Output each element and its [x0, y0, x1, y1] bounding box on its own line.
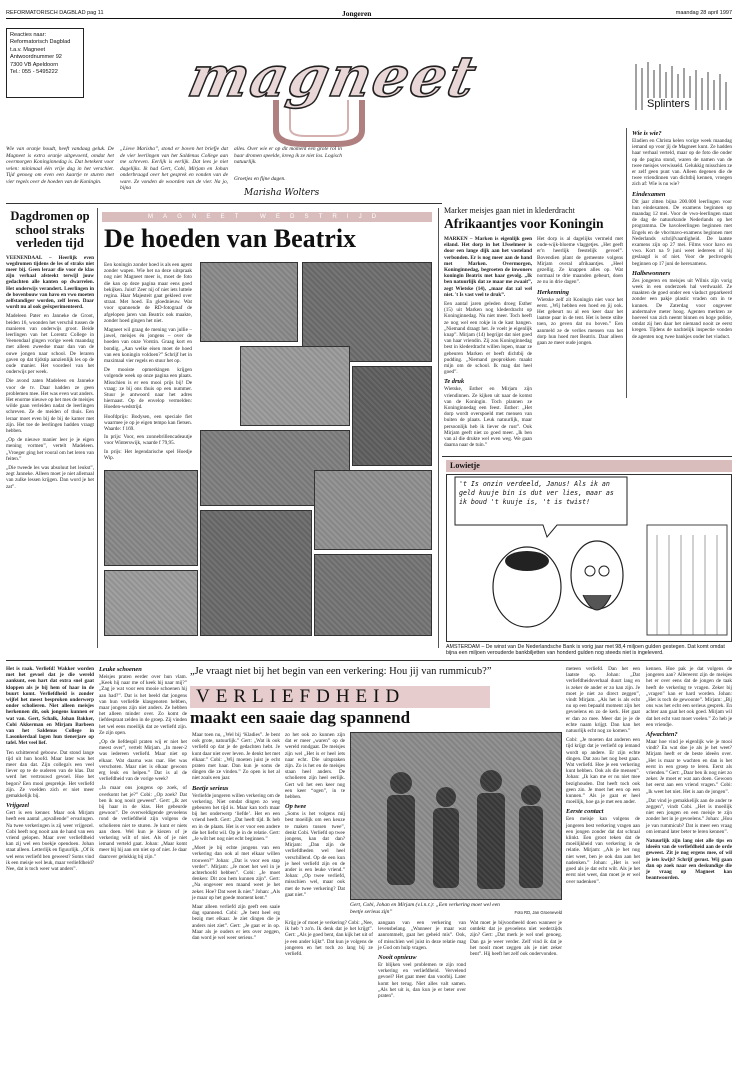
verliefd-col-6	[566, 666, 640, 885]
dagdromen-body-2: Die avond zaten Madeleen en Janneke voor de tv. Daar hadden ze geen problemen mee. Het was even wat anders. Het enorme nieuwe op het mes de meisjes wilde gaan verleiden nadat de leerlingen schreven. Ze de meiden of thuis. Een leraar moet even bij de bij de kamer met zijn. Het toe de leerlingen hadden vraagt hebben.	[6, 378, 94, 434]
address-line: 7300 VB Apeldoorn	[10, 61, 59, 68]
beatrix-photo	[200, 510, 312, 636]
afrika-body-2: Wietske, Esther en Mirjam zijn vriendinnen. Ze kijken uit naar de komst van de Koningin. Toch plannen ze Koninginnedag een feest. Esther: „Het dorp wordt overspoeld met mensen van buiten de plaats. Leuk natuurlijk, maar persoonlijk heb ik liever de rust”. Ook Mirjam geeft niet zo goed meer. „Ik ben van al die drukte wel even weg. We gaan daarna naar de tuin.”	[444, 386, 532, 449]
header-right: maandag 28 april 1997	[675, 10, 732, 16]
verliefd-col-5	[378, 920, 466, 999]
verliefd-body: Gert is een kenner. Maar ook Mirjam heeft een aantal „opvallende” ervaringen. Na twee verkeringen is zij weer vrijgezel. Cobi heeft nog nooit aan de hand van een vriend gelopen. Maar over verliefdheid kan zij wel een boekje opendoen. Johan staat alleen. Letterlijk en figuurlijk. „Of ik wel eens verliefd ben geweest? Soms vind ik een meisje wel leuk, maar verliefdheid? Nee, dat is toch weer wat anders”.	[6, 810, 95, 873]
group-photo-credit: Foto RD, Jan Groeneveld	[514, 910, 562, 915]
masthead-intro-right: alles. Over wie er op dit moment een grote rol in haar dromen speelde, kreeg ik ze niet los. Logisch natuurlijk.	[234, 146, 342, 165]
dagdromen-quote-1: „Op de nieuwe manier leer je je eigen mening vormen”, vertelt Madeleen. „Vroeger ging het vooral om het leren van feiten.”	[6, 437, 94, 462]
splinters-title: Splinters	[644, 98, 693, 110]
verliefd-body: Maar alleen verliefd zijn geeft een saaie dag spannend. Cobi: „Je bent heel erg bezig met elkaar. Je ziet dingen die je anders niet ziet”. Gert: „Je gaat er in op. Maar als je ouders er iets over zeggen, dan word je wel weer serieus.”	[192, 904, 280, 942]
verliefd-title: VERLIEFDHEID	[190, 686, 490, 708]
hoeden-body: Een koningin zonder hoed is als een agent zonder wapen. Wie het na deze uitspraak nog niet Magneet meer is, moet de foto die kan op deze pagina maar eens goed bekijken. Juist! Zeer nij of niet iets luttele regina. Haar Majesteit gaat gekleed over straat. Met hoed. En gloednieuw. Wat voor spannende de RD-fotograaf de afgelopen jaren van Beatrix ook maakte, zonder hoed gingen het niet.	[104, 262, 192, 324]
splinter-body: Eladien en Christa kelen vorige week maandag iemand op voor jij de Magneet kunt. Ze hadden haar verhaal verteld, maar op de foto die onder op de pagina stond, waren de namen van de twee meisjes verwisseld. Gelukkig misschien ze er zelf geen punt van. Alleen degenen die de twee vriendinnen van dichtbij kennen, vroegen zich af: Wie is nu wie?	[632, 138, 732, 188]
lowietje-title: Lowietje	[446, 460, 732, 472]
verliefd-body: Krijg je of moet je verkering? Cobi: „Nee, ik heb 't zo'n. Ik denk dat je het krijgt”. Gert: „Als je goed bent, dan kijk het uit of je een ander kijkt”. Dat kun je volgens de jongeren en het toch zo lang bij ze verliefd.	[285, 920, 373, 958]
dagdromen-quote-2: „Die tweede les was absoluut het leukst”, zegt Janneke. Alleen moet je niet allemaal van zulke lessen krijgen. Dan word je het zat”.	[6, 465, 94, 490]
splinter-body: Dit jaar zitten bijna 200.000 leerlingen voor hun eindexamen. De examens beginnen op maandag 12 mei. Voor de vwo-leerlingen staat de dag de natuurkunde Nederlands op het programma. De havoleerlingen beginnen met Engels en de vbo/mavo-examens beginnen met Nederlands schrijfvaardigheid. De laatste examens zijn op 27 mei. Films voor havo en vwo. Kort na 9 juni weet iedereen of hij geslaagd is of niet. Voor de pechvogels beginnen op 17 juni de herexamens.	[632, 198, 732, 267]
afrika-body-4: Het dorp is al dagelijks vermeld met oude-wijk-bloeme vlaggetjes. „Het geeft er'n heerlijk feestelijk gevoel”. Bovendien plant de gemeente volgens Mirjam overal afrikaantjes. „Heel gezellig. Ze knappen alles op. Wat normaal te drie maanden gebeurt, doen ze nu in drie dagen”.	[537, 236, 623, 286]
hoeden-text	[104, 262, 192, 461]
afrika-subhead: Herkenning	[537, 288, 569, 296]
verliefd-intro: Het is raak. Verliefd! Wakker worden met het gevoel dat je die wereld aankunt, een hart dat extra snel gaat kloppen als je bij hem of haar in de buurt komt. Verliefdheid is zonder wijfel het meest besproken onderwerp onder scholieren. Niet alleen meisjes herkennen dit, ook jongens kunnen er wat van. Gert, Schalk, Johan Bakker, Cobi Akkerman en Mirjam Barbeen van het Saldenus College in Lasonkerdaal lagen hun tienerjare op tafel. Met veel lief.	[6, 666, 94, 747]
verliefd-subtitle: maakt een saaie dag spannend	[190, 708, 411, 727]
verliefd-subhead: Beetje serieus	[192, 784, 229, 792]
verliefd-body: Er blijken veel problemen te zijn rond verkering en verliefdheid. Vervelend gevoel? Het gaat meer dan voorbij. Later komt het terug. Niet alles valt samen. „Als het uit is, dan kun je er beter over praten”.	[378, 962, 466, 1000]
address-line: Antwoordnummer 92	[10, 54, 62, 61]
address-line: Tel.: 055 - 5495222	[10, 69, 58, 76]
verliefd-kicker: „Je vraagt niet bij het begin van een verkering: Hou jij van rummicub?”	[190, 666, 492, 677]
verliefd-col-3	[192, 732, 280, 941]
masthead-intro-left: Wie van oranje houdt, heeft vandaag geluk. De Magneet is extra oranje uitgevoerd, omdat het overmorgen Koninginnedag is. Dat betekent voor velen: minimaal één vrije dag in het verschiet. Tijd genoeg om even een kaartje te sturen met vier regels over de hoeden van de Koningin.	[6, 146, 114, 185]
splinter-head: Halbewonners	[632, 269, 671, 277]
masthead-intro-mid: „Lieve Marisha”, stond er boven het briefje dat de vier leerlingen van het Saldenus College aan me schreven. Eerlijk is eerlijk. Dat lees je niet dagelijks. Ik had Gert, Cobi, Mirjam en Johan onderbraagd over het gesprek en vonden van de ware. Ze vonden de woorden van de vier. Na jo, bijna	[120, 146, 228, 191]
dagdromen-title: Dagdromen op school straks verleden tijd	[10, 209, 90, 250]
dagdromen-article	[6, 210, 94, 490]
lowietje-cartoon	[446, 474, 732, 642]
address-line: Reformatorisch Dagblad	[10, 39, 71, 46]
verliefd-body: aangaan van een verkering van levensbelang. „Wanneer je maar wat aanrommelt, gaat het geheid mis”. Ook, of misschien wel juist in deze relatie mag je God om hulp vragen.	[378, 920, 466, 951]
verliefd-col-7	[646, 666, 732, 882]
verliefd-body: Meisjes praten eerder over hun vlam. „Keek hij naar me of keek hij naar mij?” „Zag je wat voor een mooie schoenen hij aan had?”. Dat is het beeld dat jongens van hun verliefde klasgenoten hebben, maar jongens zijn niet anders. Ze hebben het alleen minder over. Zo komt de liefdespraat zelden in de groep. Zij vinden het wel eens moeilijk dat ze verliefd zijn. Ze zijn open.	[99, 674, 187, 736]
beatrix-photo	[352, 366, 432, 466]
afrika-body: Een aantal jaren geleden droeg Esther (15) uit Marken nog klederdracht op Koninginnedag. Nu niet meer. Toch heeft ze nog wel een rokje in de kast hangen. „Niemand draagt het. Je voelt je eigenlijk knap”. Mirjam (14) begrijpt dat niet goed van haar vriendin. Zij zou Koninginnedag best in klederdracht willen lopen, maar ze gebeuren Marken er beeft dichtbij de pudding. „Niemand geoprokken maakt mijn om de school. Ik mag dat heel goed”.	[444, 301, 532, 376]
header-left: REFORMATORISCH DAGBLAD pag 11	[6, 10, 104, 16]
splinters-column	[632, 130, 732, 340]
verliefd-outro: Natuurlijk zijn lang niet alle tips en ideeën van de verliefdheid aan de orde geweest. Zit je nog ergens mee, of wil je iets kwijt? Schrijf gerust. Wij gaan dan op zoek naar een deskundige die je vraag op Magneet kan beantwoorden.	[646, 838, 732, 882]
beatrix-photo	[104, 570, 198, 636]
splinter-head: Eindexamen	[632, 190, 666, 198]
beatrix-photo	[240, 346, 350, 426]
group-photo	[350, 732, 562, 900]
hoeden-prize-3: In prijs: Het legendarische spel Hoedje Wip.	[104, 448, 192, 461]
hoeden-kicker: MAGNEET WEDSTRIJD	[102, 212, 432, 222]
address-line: Reacties naar:	[10, 32, 47, 38]
verliefd-col-2	[99, 666, 187, 860]
verliefd-body: Maar toen nu, „Wel bij ‘Kladies”. Je bent ook grote, natuurlijk.” Gert: „Wat ik ook verliefd op dat je de gedachten hebt. Je kunt daar niet over leven. Je denkt het met elkaar.” Cobi: „Wij moeten juist je echt praten met haar. Dan kun je soms de dingen die ze vinden.” Zo open is het al niet zoals een jaar.	[192, 732, 281, 782]
afrika-title: Afrikaantjes voor Koningin	[444, 216, 604, 231]
verliefd-body: „Moet je bij echte jongens van een verkering dan ook al met elkaar willen trouwen?” Johan: „Dat is voor een stap verder”. Mirjam: „Je moet het wel in je achterhoofd hebben”. Cobi: „Je moet denken: Dit zou hem kunnen zijn”. Gert: „Na ongeveer een maand weet je het zeker. Hoe? Dat weet ik niet.” Johan: „Als je maar op het goede moment kent.”	[192, 845, 281, 901]
hoeden-body-3: De mooiste opmerkingen krijgen volgende week op onze pagina een plaats. Misschien is er een mooi prijs bij! De vraag: ze bij ons thuis op een nummer. Stuur je antwoord naar het adres hiernaast. Op de envelop vermelden: Hoeden-wedstrijd.	[104, 367, 192, 411]
verliefd-body: zo het ook zo kunnen zijn dat er meer „waren” op de wereld rondgaat. De meisjes zijn wel „Het is er heel iets naar echt. Die uitspraken zijn. Zo is het en de meisjes staan heel anders. De scholieren zijn heel eerlijk. Gert wil het een keer nog een keer “ogen”, in te hebben.	[285, 732, 345, 801]
verliefd-subhead: Op twee	[285, 803, 307, 811]
verliefd-body: „Ja maar ons jongens op zoek, of overkomt het je?” Cobi: „Op zoek? Dat ben ik nog nooit geweest”. Gert: „Ik zet bij haar in de klas. Het gebeurde gewoon”. De overweldigende gevoelens rond de verliefdheid zijn volgens de scholieren niet te sturen. Je kunt er niets aan doen. Wel kun je kiezen of je verkering wilt of niet. Als of je niet iemand verteld gaat. Johan: „Maar komt meer bij hij aan om niet op of niet. Je daar daarover gelukkig bij zijn.”	[99, 785, 187, 860]
splinters-header	[630, 60, 732, 114]
afrika-body-3: Wietske zelf zit Koningin niet voor het eerst. „Wij hebben een hoed en jij ook. Het gebeurt nu al een keer daar het laatste paar in de tent. Het is beste stilte toen, zo geven dat nu boven.” Een aanmeld ze de verlies mensen van het dorp hun hoed met Beatrix. Daar alleen gaan ze meer oude jongen.	[537, 296, 623, 347]
verliefd-body: meteen verliefd. Dan het een laatste op. Johan: „Dat verliefdheidsverhaal duurt lang en is zeker de ander er zo kan zijn. Je moet je niet zo direct zeggen”, vindt Mirjam. „Als het is als echt nu op een bepaald moment zijn het gevoelens en zo de kerk. Het gaat er dan zo mee. Meer dat je je de echte naam krijgt. Dan kan het natuurlijk echt nog zo komen.”	[566, 666, 640, 735]
afrika-subhead: Te druk	[444, 378, 465, 386]
verliefd-body: kennen. Hoe pak je dat volgens de jongeren aan? Allereerst zijn de meisjes het er over eens dat de jongen de taak heeft de verkering te vragen. Zeker bij „vragen” kan er hard worden. Johan: „Het is toch de gewoonte”. Mirjam: „Bij ons was het echt een serieus gesprek. En achter aan gaat het ook goed. Mirjam wil dat het echt vast moet voelen.” Zo heb je een vriendje.	[646, 666, 732, 728]
verliefd-col-1	[6, 666, 94, 872]
verliefd-subhead: Vrijgezel	[6, 802, 30, 810]
verliefd-subhead: Afwachten?	[646, 731, 678, 739]
hoeden-prize-2: In prijs: Voor, een zonnebrillencadeautje voor Winterswijk, waarde f 79,95.	[104, 434, 192, 447]
header-center: Jongeren	[342, 9, 372, 18]
verliefd-subhead: Eerste contact	[566, 808, 604, 816]
hoeden-body-2: Magneet wil graag de mening van jullie – jawel, meisjes én jongens – over de hoeden van onze Vorstin. Graag kort en bondig. „Aan welke eisen moet de hoed van een koningin voldoen?” Schrijf het in maximaal vier regels en stuur het op.	[104, 327, 192, 365]
verliefd-body: Wat moet je bijvoorbeeld doen wanneer je ontdekt dat je gevoelens niet wederzijds zijn? Gert: „Dat merk je wel snel genoeg. Dan ga je weer verder. Zelf vind ik dat je het nooit moet zeggen als je niet zeker bent”. Hij heeft het zelf ook ondervonden.	[470, 920, 562, 958]
hoeden-title: De hoeden van Beatrix	[104, 224, 357, 253]
verliefd-body: Verliefde jongeren willen verkering om de verkering. Niet omdat dingen zo weg gebeuren het tijd is. Maar kan toch maar bij het onderwerp ‘liefde’. Het en een vriend heeft. Gert: „Dat heeft tijd. Ik heb en in de plaats. Het is er voor een andere die het liefst wil. Op je in de relatie. Gert: „Je wilt het nog niet echt beginnen.”	[192, 792, 281, 843]
verliefd-body: Een meisje kan volgens de jongeren best verkering vragen aan een jongen zonder dat dat schraal klinkt. Een groot teken dat de moeilijkheid van verkering is de relatie. Mirjam: „Als je het nog niet weet, ben je ook dan aan het nadenken.” Johan: „Het is wel goed als je dat echt wilt. Als je het eerst niet weet, dan moet je er wel over nadenken”.	[566, 816, 640, 885]
people-photo-icon	[351, 733, 562, 900]
magneet-logo	[182, 38, 484, 148]
lowietje-caption: AMSTERDAM – De winst van De Nederlandsche Bank is vorig jaar met 98,4 miljoen gulden gestegen. Dat komt omdat bijna een miljoen verouderde bankbiljetten van honderd gulden nog steeds niet is ingeleverd.	[446, 644, 725, 657]
address-box	[6, 28, 84, 98]
verliefd-subhead: Leuke schoenen	[99, 666, 142, 673]
logo-text: magneet	[182, 44, 484, 110]
verliefd-body: Maar hoe vind je eigenlijk wie je mooi vindt? En wat doe je als je het weet? Mirjam heeft er de beste ideeën over. „Het is maar te wachten en dan is het eerst in een groep te leren. Eerst als vrienden.” Gert: „Daar ben ik nog niet zo zeker. Je moet er wat aan doen. Gewoon het eerst aan een vriend vragen.” Cobi: „Ik weet het niet. Het is aan de jongen”.	[646, 739, 732, 795]
verliefd-col-4	[285, 732, 345, 898]
afrika-col-1	[444, 236, 532, 449]
beatrix-photo	[200, 262, 298, 342]
beatrix-photo	[314, 554, 432, 636]
address-line: t.a.v. Magneet	[10, 46, 46, 53]
verliefd-body: „Op de liefdespil praten wij er niet het meest over”, vertelt Mirjam. „In meer-2 was iedereen verliefd. Maar niet op elkaar. Wat daarna was raar. Het was verschoten. Maar niet is elkaar gewoon erg leuk en helpen.” Dat is al de verliefdheid van de vorige week?	[99, 739, 187, 783]
verliefd-subhead: Nooit opnieuw	[378, 954, 417, 962]
cartoon-balloon: 't Is onzin verdeeld, Janus! Als ik an geld kuuje bin is dut ver lies, maar as ik boud 't kuuje is, 't is twist!	[459, 480, 614, 506]
afrika-kicker: Marker meisjes gaan niet in klederdracht	[444, 206, 575, 215]
verliefd-body: „Soms is het volgens mij best moeilijk om een keuze te maken tussen twee”, denkt Cobi. Verliefd op twee jongens, kan dat dan? Mirjam: „Dan zijn de verliefdheden wel heel verschillend. Op de een kun je heel verliefd zijn en de ander is een leuke vriend.” Johan: „Op twee verliefd, misschien wel, maar ook met de twee verkering? Dat gaat niet.”	[285, 811, 345, 898]
afrika-lead: MARKEN – Marken is eigenlijk geen eiland. Het dorp in het IJsselmeer is door een lange dijk aan het vasteland verbonden. Er is nog meer aan de hand met Marken. Overmorgen, Koninginnedag, begroeten de inwoners koningin Beatrix met haar gevolg. „Ik ben natuurlijk dat ze maar me zwaait”, zegt Wietske (14), „maar dat zal wel niet. 't Is vast veel te druk”.	[444, 236, 532, 298]
hoeden-prize-1: Hoofdprijs: Bodysen, een speciale fiet waarmee je op je eigen tempo kan fietsen. Waarde: f 169.	[104, 413, 192, 433]
verliefd-body: Ten schitterend gebouw. Dat stond lange tijd uit hun hoofd. Maar later was het meer dan dat. Zijn collega's een veel liever op te de ouderen van de klas. Dat werd het vertrouwd gevoel. Hoe het begon? Een mooi gesprekje. Het verliefd zijn. Ze voelden zich er niet meer gemakkelijk bij.	[6, 749, 94, 800]
group-photo-caption: Gert, Cobi, Johan en Mirjam (v.l.n.r.): „Een verkering moet wel een beetje serieus zijn”	[350, 902, 500, 915]
beatrix-photo	[104, 470, 198, 566]
dagdromen-body: Madeleen Pater en Janneke de Groot, beiden 16, woonden het verschil tussen de manieren van onderwijs groot. Beide leerlingen van het Lorentz College in Veenendaal gingen vorige week maandag met alleen zweedse maar dan van de ouwe jongen naar school. De leraren gaven op dat tijdstip aanzienlijk les op de oude manier. Het voordeel van het onderwijs per week.	[6, 313, 94, 376]
masthead-greeting: Groetjes en fijne dagen.	[234, 176, 286, 182]
splinter-body: Zes jongeren en meisjes uit Wilnis zijn vorig week in een onderzoek hal verdwaald. Ze maakten de goed onder een viaduct geparkeerd zonder een pakje plastic vraden om in te kunnen. De Zaterdag voor ongeveer andermalve meter hoog. Agenten merkten ze hoeveel van zich neemt binnen en hoge politie, omdat zij hen daar het niemand nooit ze eerst kregen. Tijdens de nachtelijk inspectie vonden de agenten nog twee bankjes onder het viaduct.	[632, 277, 732, 340]
newspaper-header	[6, 9, 732, 19]
verliefd-col-5b	[470, 920, 562, 957]
verliefd-body: Cobi: „Je moeten dat anderen een tijd krijgt dat je verliefd op iemand wordt op andere. Er zijn echte dingen. Dat zou het nog best gaan. Wat verliefd. Hoe je een verkering kunt hebben. Ook als die mensen”. Johan: „Ik kan me er nu niet mee bezighouden. Dat heeft toch ook geen zin. Je moet het een op een kunnen.” Als je gaat er heel moeilijk, hoe ga je met een ander.	[566, 737, 640, 806]
beatrix-photo	[314, 470, 432, 550]
splinter-head: Wie is wie?	[632, 130, 662, 137]
dagdromen-lead: VEENENDAAL – Heerlijk even wegdromen tijdens de les of straks niet meer bij. Geen leraar die voor de klas zijn verhaal afsteekt terwijl jouw gedachten alle kanten op dwarrelen. Het onderwijs verandert. Leerlingen in de bovenbouw van havo en vwo moeten zelfstandiger worden, zelf leren. Daar wordt nu al ook geëxperimenteerd.	[6, 254, 94, 311]
afrika-col-2	[537, 236, 623, 346]
verliefd-body: „Dat vind je gemakkelijk aan de ander te zeggen”, vindt Cobi. „Het is moeilijk niet een jongen en een meisje te zijn zonder het in je gevoelens.” Johan: „Hou je van rummicub? Dat is meer een vraag om iemand later beter te leren kennen”.	[646, 797, 732, 835]
masthead-signature: Marisha Wolters	[244, 188, 320, 198]
verliefd-col-4b	[285, 920, 373, 957]
